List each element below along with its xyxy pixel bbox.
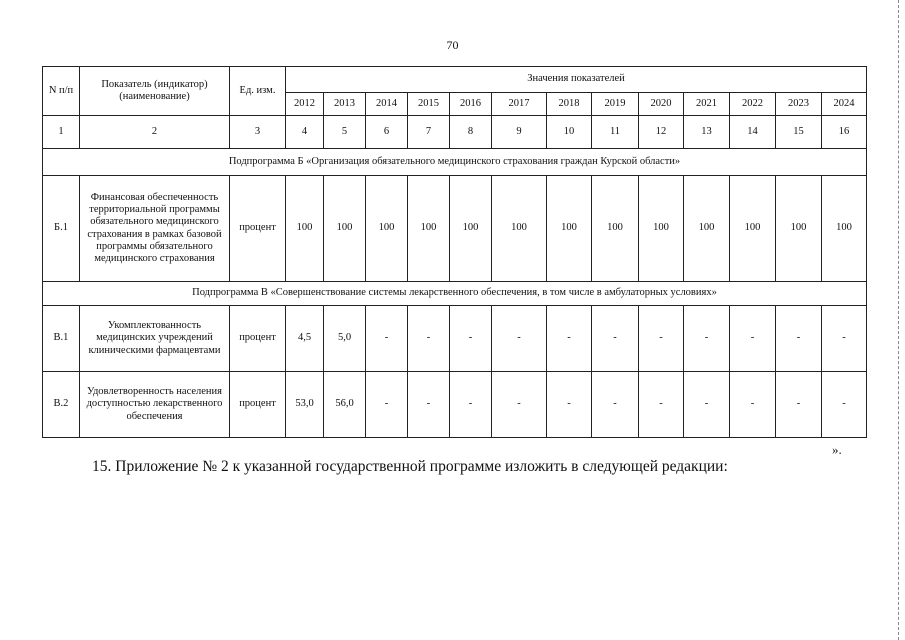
year-header: 2019	[592, 93, 639, 116]
column-number: 8	[450, 116, 492, 149]
subprogram-b-title: Подпрограмма Б «Организация обязательного медицинского страхования граждан Курской области»	[43, 149, 867, 176]
year-header: 2014	[366, 93, 408, 116]
row-value: -	[547, 306, 592, 372]
row-num: В.2	[43, 372, 80, 438]
row-value: -	[366, 372, 408, 438]
column-number: 7	[408, 116, 450, 149]
row-value: -	[639, 306, 684, 372]
row-indicator-name: Удовлетворенность населения доступностью лекарственного обеспечения	[80, 372, 230, 438]
column-number: 16	[822, 116, 867, 149]
page-number: 70	[446, 38, 459, 52]
row-value: 100	[639, 176, 684, 282]
column-number: 5	[324, 116, 366, 149]
header-num: N п/п	[43, 67, 80, 116]
year-header: 2022	[730, 93, 776, 116]
year-header: 2020	[639, 93, 684, 116]
row-value: -	[822, 372, 867, 438]
row-value: -	[684, 372, 730, 438]
row-value: 56,0	[324, 372, 366, 438]
row-value: -	[592, 306, 639, 372]
row-value: -	[684, 306, 730, 372]
header-indicator: Показатель (индикатор) (наименование)	[80, 67, 230, 116]
row-value: 100	[324, 176, 366, 282]
row-value: 100	[822, 176, 867, 282]
header-values: Значения показателей	[286, 67, 867, 93]
row-value: -	[492, 372, 547, 438]
row-num: В.1	[43, 306, 80, 372]
row-value: 100	[547, 176, 592, 282]
row-value: -	[730, 372, 776, 438]
column-number: 12	[639, 116, 684, 149]
page-edge-divider	[898, 0, 899, 640]
row-value: 100	[492, 176, 547, 282]
row-value: 53,0	[286, 372, 324, 438]
row-unit: процент	[230, 306, 286, 372]
year-header: 2015	[408, 93, 450, 116]
row-value: 100	[286, 176, 324, 282]
row-value: 100	[592, 176, 639, 282]
row-value: -	[492, 306, 547, 372]
year-header: 2021	[684, 93, 730, 116]
table-row	[43, 372, 867, 438]
row-value: 100	[684, 176, 730, 282]
closing-quote: ».	[832, 442, 842, 457]
row-indicator-name: Укомплектованность медицинских учреждений клиническими фармацевтами	[80, 306, 230, 372]
column-number: 10	[547, 116, 592, 149]
row-value: -	[450, 306, 492, 372]
column-number: 4	[286, 116, 324, 149]
year-header: 2017	[492, 93, 547, 116]
row-value: -	[822, 306, 867, 372]
row-value: 100	[366, 176, 408, 282]
row-unit: процент	[230, 372, 286, 438]
year-header: 2016	[450, 93, 492, 116]
row-value: -	[776, 306, 822, 372]
row-value: 100	[730, 176, 776, 282]
row-unit: процент	[230, 176, 286, 282]
row-value: -	[639, 372, 684, 438]
column-number: 11	[592, 116, 639, 149]
indicators-table	[42, 66, 867, 438]
table-row	[43, 306, 867, 372]
row-value: -	[450, 372, 492, 438]
row-value: -	[408, 372, 450, 438]
row-value: 5,0	[324, 306, 366, 372]
row-value: 100	[450, 176, 492, 282]
row-indicator-name: Финансовая обеспеченность территориальной программы обязательного медицинского страхования в рамках базовой программы обязательного медицинского страхования	[80, 176, 230, 282]
year-header: 2023	[776, 93, 822, 116]
row-value: 100	[776, 176, 822, 282]
column-number: 14	[730, 116, 776, 149]
column-number: 13	[684, 116, 730, 149]
row-value: -	[776, 372, 822, 438]
column-number: 3	[230, 116, 286, 149]
column-number: 15	[776, 116, 822, 149]
row-value: -	[592, 372, 639, 438]
row-value: -	[730, 306, 776, 372]
year-header: 2024	[822, 93, 867, 116]
column-number: 2	[80, 116, 230, 149]
row-value: 100	[408, 176, 450, 282]
row-value: -	[408, 306, 450, 372]
year-header: 2018	[547, 93, 592, 116]
column-number: 9	[492, 116, 547, 149]
row-value: -	[547, 372, 592, 438]
row-num: Б.1	[43, 176, 80, 282]
column-number: 6	[366, 116, 408, 149]
table-row	[43, 176, 867, 282]
row-value: 4,5	[286, 306, 324, 372]
year-header: 2013	[324, 93, 366, 116]
column-number: 1	[43, 116, 80, 149]
year-header: 2012	[286, 93, 324, 116]
header-unit: Ед. изм.	[230, 67, 286, 116]
row-value: -	[366, 306, 408, 372]
subprogram-v-title: Подпрограмма В «Совершенствование системы лекарственного обеспечения, в том числе в амбулаторных условиях»	[43, 282, 867, 306]
body-paragraph: 15. Приложение № 2 к указанной государственной программе изложить в следующей редакции:	[92, 458, 728, 475]
